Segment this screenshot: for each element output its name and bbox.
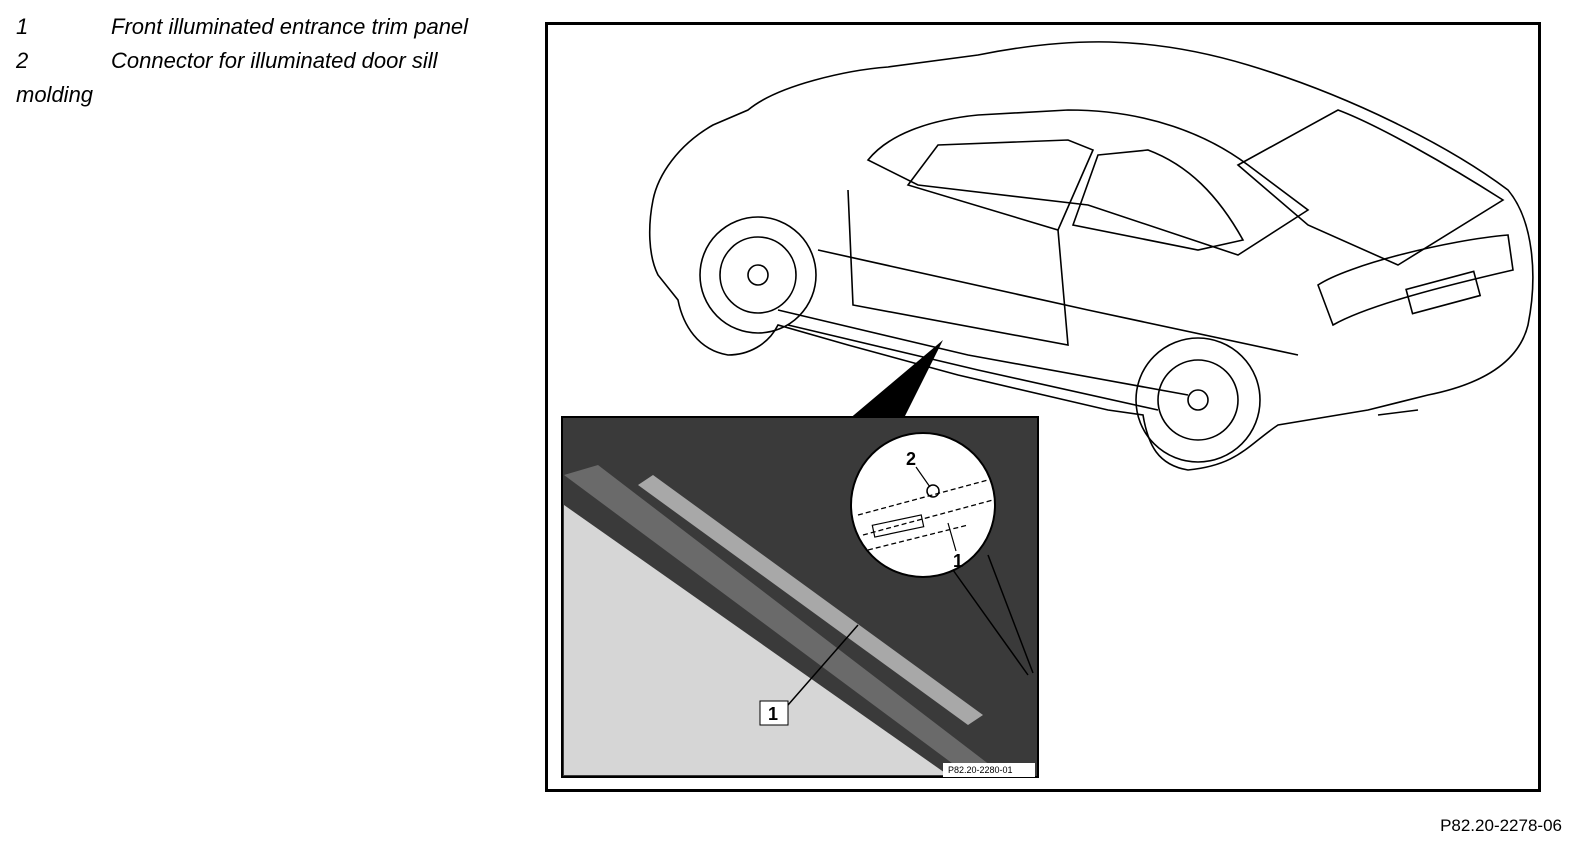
rear-hub [1158, 360, 1238, 440]
car-drawing [650, 42, 1533, 470]
legend-number: 2 [16, 48, 29, 73]
car-body-outline [650, 42, 1533, 470]
legend [16, 10, 486, 112]
legend-item-2 [16, 44, 486, 112]
rear-hub-star [1188, 390, 1208, 410]
legend-text: Connector for illuminated door sill molding [16, 48, 438, 107]
magnifier-label-1: 1 [953, 551, 964, 571]
front-door-window [908, 140, 1093, 230]
rear-wheel [1136, 338, 1260, 462]
inset-label-1: 1 [768, 704, 779, 724]
front-wheel [700, 217, 816, 333]
figure-illustration [548, 25, 1538, 789]
inset-reference: P82.20-2280-01 [948, 765, 1013, 775]
figure-frame [545, 22, 1541, 792]
exhaust [1378, 410, 1418, 415]
legend-text: Front illuminated entrance trim panel [111, 14, 469, 39]
rear-side-window [1073, 150, 1243, 250]
front-door-outline [848, 190, 1068, 345]
legend-number: 1 [16, 14, 29, 39]
front-hub-star [748, 265, 768, 285]
body-crease-line [818, 250, 1298, 355]
front-hub [720, 237, 796, 313]
license-plate [1406, 271, 1480, 313]
inset-pointer [848, 340, 943, 420]
legend-item-1 [16, 10, 486, 44]
tail-light [1318, 235, 1513, 325]
magnifier-label-2: 2 [906, 449, 917, 469]
sill-line-lower [788, 325, 1158, 410]
figure-reference: P82.20-2278-06 [1440, 816, 1562, 835]
sill-line-upper [778, 310, 1188, 395]
